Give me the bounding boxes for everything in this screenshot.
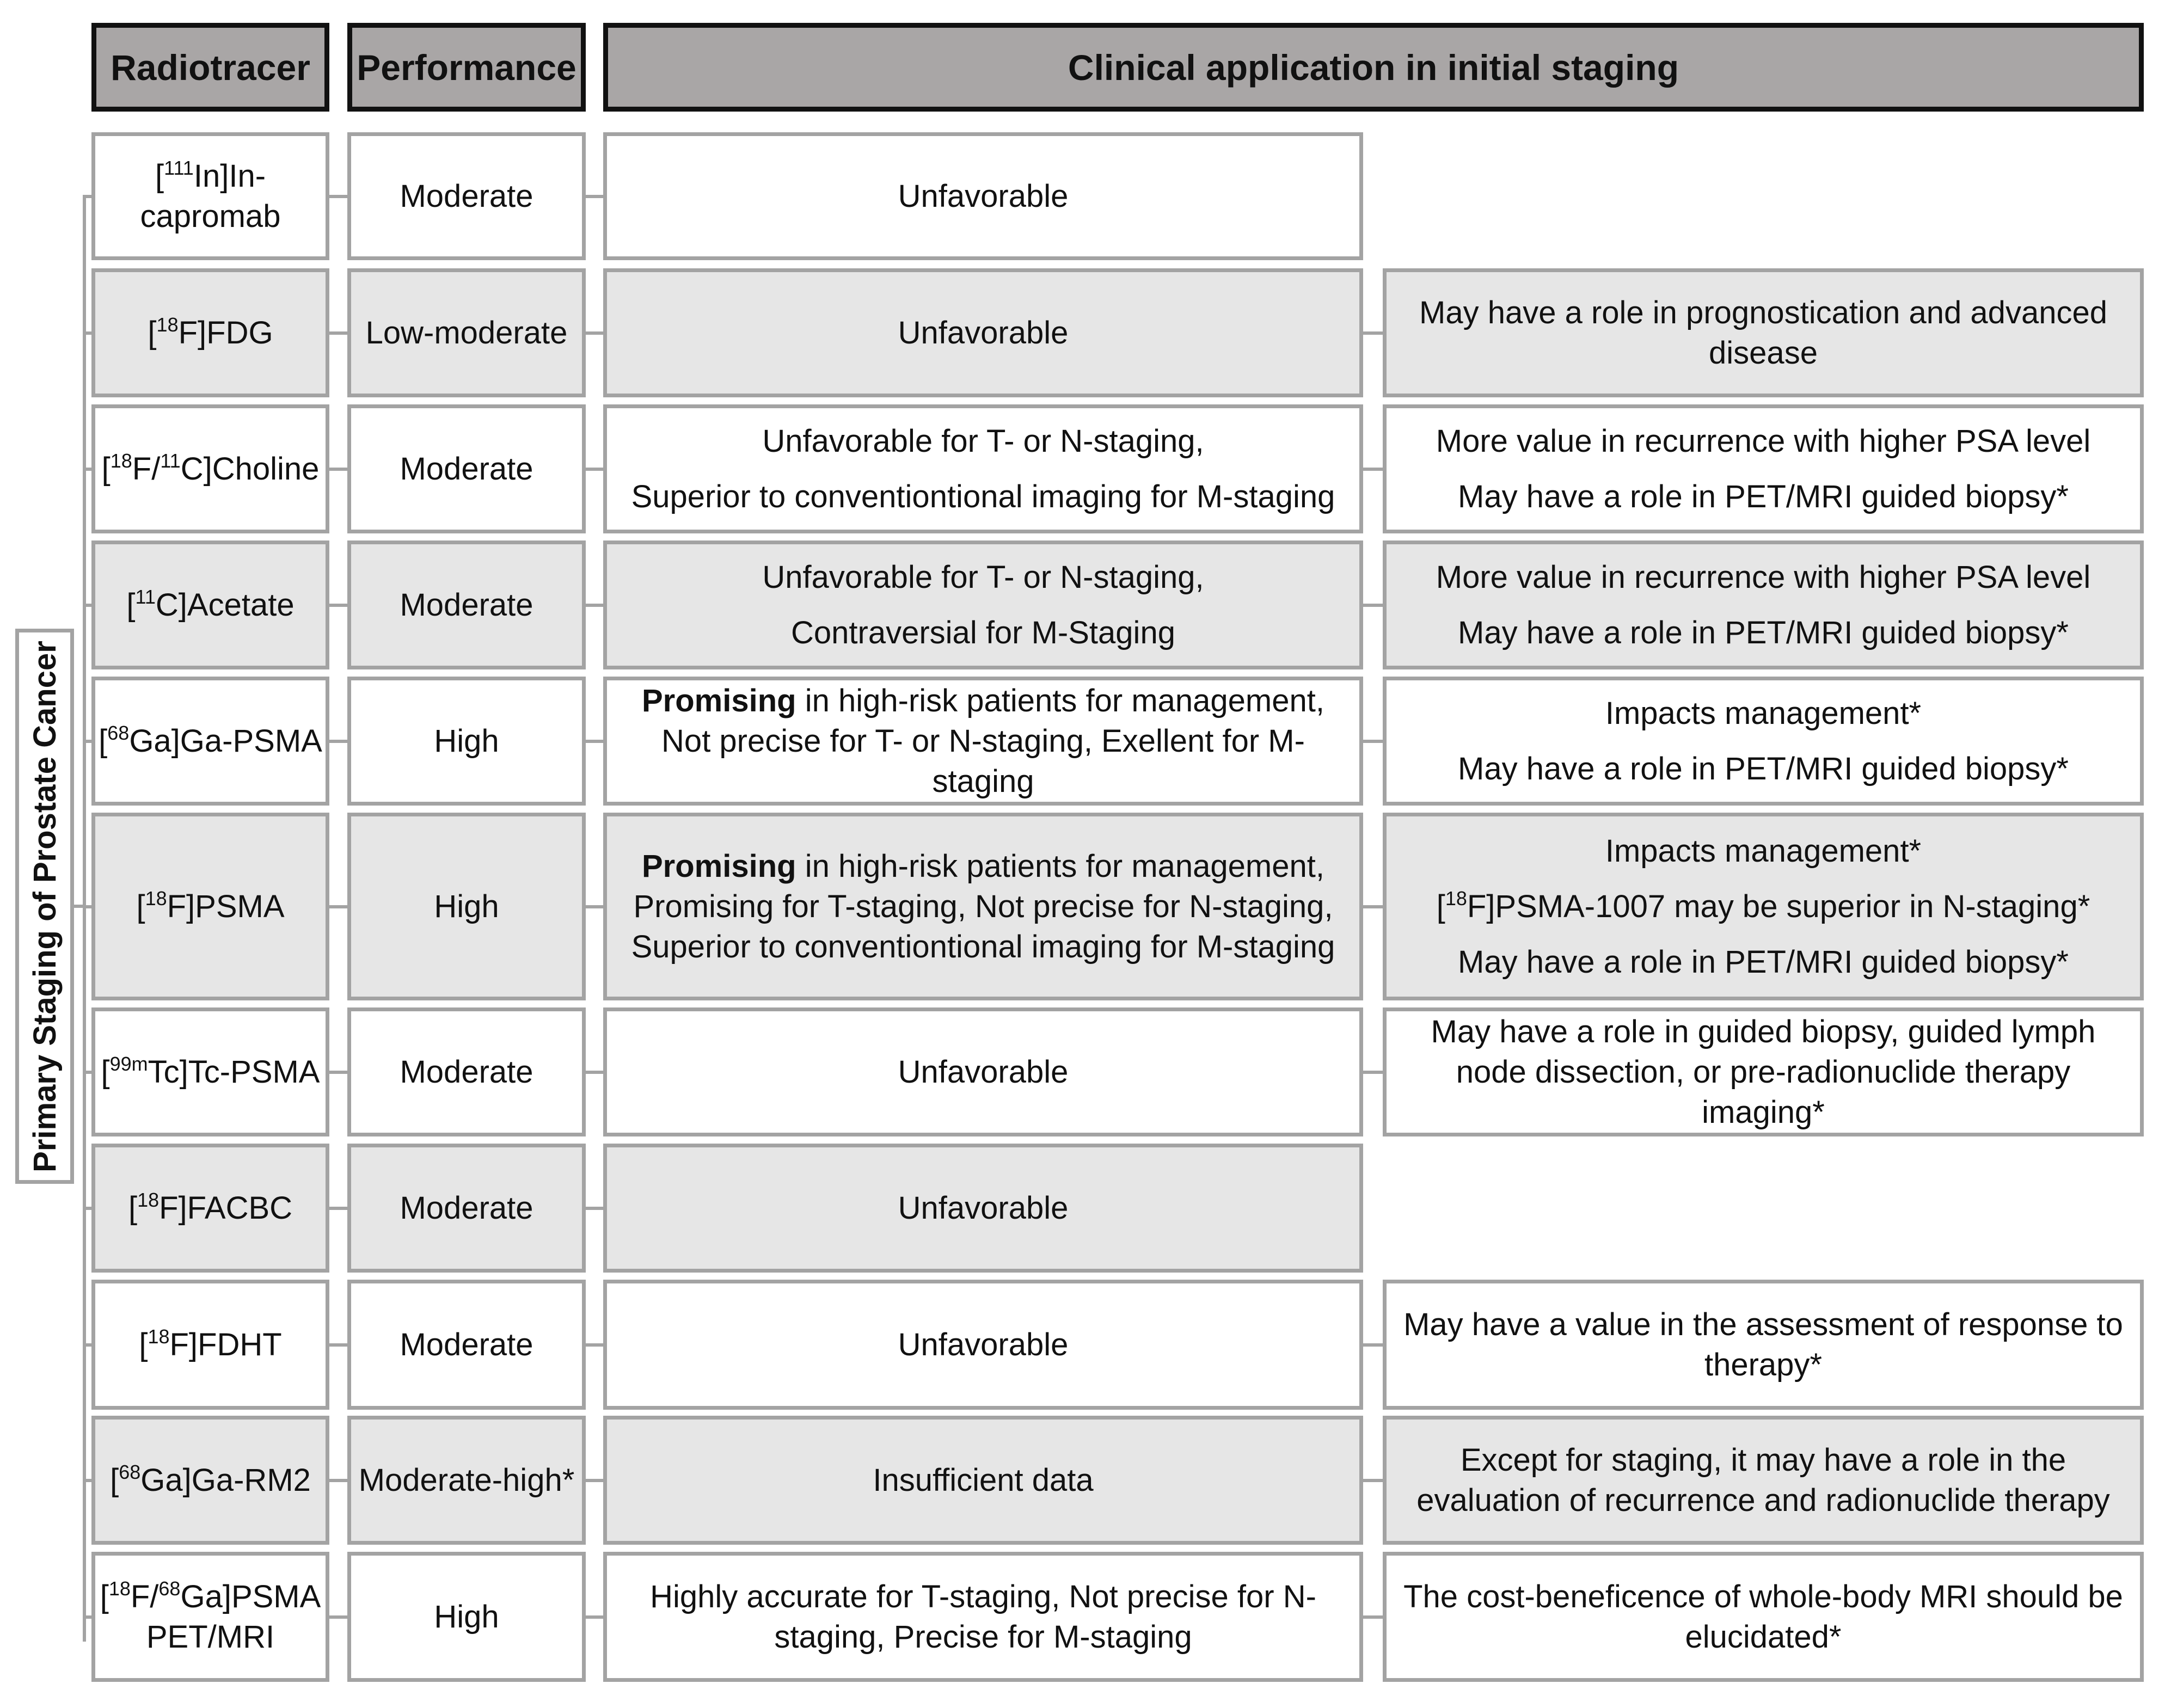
staging-cell bbox=[603, 677, 1363, 806]
tracer-cell bbox=[91, 132, 329, 260]
performance-value: Moderate bbox=[400, 587, 533, 623]
tracer-prefix: [ bbox=[136, 888, 145, 924]
bracket-vertical-line bbox=[83, 196, 86, 1642]
other-application-line: Impacts management* bbox=[1605, 833, 1922, 869]
tracer-name bbox=[101, 1052, 320, 1092]
connector-line bbox=[329, 468, 347, 471]
staging-line: staging bbox=[932, 763, 1034, 799]
tracer-name bbox=[100, 1577, 321, 1617]
other-application-line: imaging* bbox=[1702, 1094, 1825, 1130]
connector-line bbox=[83, 1343, 91, 1347]
tracer-prefix: [ bbox=[139, 1326, 148, 1362]
tracer-prefix: [ bbox=[100, 1578, 109, 1614]
other-suffix: F]PSMA-1007 may be superior in N-staging* bbox=[1467, 888, 2090, 924]
staging-cell bbox=[603, 404, 1363, 533]
staging-line: Unfavorable bbox=[898, 1190, 1069, 1226]
connector-line bbox=[1363, 1615, 1383, 1619]
tracer-name bbox=[136, 887, 284, 927]
other-isotope-mass: 18 bbox=[1445, 887, 1467, 910]
connector-line bbox=[83, 331, 91, 335]
staging-line: Unfavorable bbox=[898, 315, 1069, 351]
staging-line: Unfavorable bbox=[898, 1326, 1069, 1362]
staging-line-rest: in high-risk patients for management, bbox=[796, 683, 1324, 718]
tracer-prefix: [ bbox=[101, 1054, 110, 1090]
other-prefix: [ bbox=[1436, 888, 1445, 924]
other-application-cell bbox=[1383, 1552, 2144, 1682]
connector-line bbox=[329, 1479, 347, 1482]
tracer-suffix: C]Choline bbox=[180, 451, 320, 487]
connector-line bbox=[329, 331, 347, 335]
staging-cell bbox=[603, 1007, 1363, 1136]
connector-line bbox=[329, 1343, 347, 1347]
performance-value: Moderate bbox=[400, 178, 533, 214]
connector-line bbox=[1363, 604, 1383, 607]
other-application-line: The cost-beneficence of whole-body MRI should be bbox=[1403, 1578, 2123, 1614]
connector-line bbox=[586, 905, 603, 908]
staging-cell bbox=[603, 268, 1363, 397]
tracer-isotope-mass: 18 bbox=[148, 1325, 170, 1348]
tracer-isotope-mass: 68 bbox=[107, 721, 130, 744]
tracer-name bbox=[99, 721, 322, 761]
performance-value: Moderate bbox=[400, 451, 533, 487]
other-application-cell bbox=[1383, 677, 2144, 806]
connector-line bbox=[1363, 331, 1383, 335]
other-application-cell bbox=[1383, 813, 2144, 1000]
other-application-cell bbox=[1383, 404, 2144, 533]
connector-line bbox=[83, 740, 91, 743]
other-application-line: disease bbox=[1709, 335, 1818, 371]
tracer-name bbox=[155, 156, 266, 196]
tracer-isotope-mass: 18 bbox=[145, 887, 167, 910]
connector-line bbox=[329, 1071, 347, 1074]
side-label-box bbox=[15, 629, 74, 1184]
tracer-suffix: C]Acetate bbox=[155, 587, 295, 623]
other-application-cell bbox=[1383, 1280, 2144, 1410]
other-application-line: May have a role in guided biopsy, guided lymph bbox=[1431, 1013, 2096, 1049]
tracer-suffix: In]In- bbox=[193, 158, 266, 194]
header-radiotracer-text: Radiotracer bbox=[111, 47, 310, 88]
header-clinical-application bbox=[603, 23, 2144, 112]
tracer-isotope-mass: 18 bbox=[137, 1188, 160, 1211]
performance-value: High bbox=[434, 888, 499, 924]
staging-line: Unfavorable for T- or N-staging, bbox=[762, 559, 1204, 595]
tracer-cell bbox=[91, 1144, 329, 1273]
tracer-mid: F/ bbox=[130, 1578, 159, 1614]
other-application-line: More value in recurrence with higher PSA level bbox=[1436, 423, 2091, 459]
connector-line bbox=[586, 331, 603, 335]
staging-line-rest: in high-risk patients for management, bbox=[796, 848, 1324, 884]
tracer-name bbox=[128, 1188, 292, 1228]
tracer-isotope-mass: 18 bbox=[156, 313, 179, 336]
connector-line bbox=[1363, 468, 1383, 471]
other-application-line: More value in recurrence with higher PSA level bbox=[1436, 559, 2091, 595]
tracer-prefix: [ bbox=[128, 1190, 138, 1226]
tracer-cell bbox=[91, 268, 329, 397]
staging-line: staging, Precise for M-staging bbox=[774, 1619, 1192, 1655]
connector-line bbox=[83, 1071, 91, 1074]
connector-line bbox=[1363, 1071, 1383, 1074]
tracer-isotope-mass: 18 bbox=[108, 1577, 131, 1600]
tracer-prefix: [ bbox=[101, 451, 111, 487]
connector-line bbox=[329, 195, 347, 198]
tracer-cell bbox=[91, 1280, 329, 1410]
connector-line bbox=[329, 604, 347, 607]
performance-cell bbox=[347, 813, 586, 1000]
other-application-line: May have a role in PET/MRI guided biopsy* bbox=[1458, 615, 2069, 650]
tracer-prefix: [ bbox=[155, 158, 164, 194]
connector-line bbox=[1363, 905, 1383, 908]
connector-line bbox=[329, 905, 347, 908]
connector-line bbox=[586, 468, 603, 471]
tracer-suffix: F]FDG bbox=[178, 315, 273, 351]
tracer-name bbox=[110, 1460, 311, 1501]
tracer-cell bbox=[91, 1552, 329, 1682]
connector-line bbox=[83, 195, 91, 198]
tracer-suffix: F]PSMA bbox=[167, 888, 285, 924]
other-application-line: May have a value in the assessment of response to bbox=[1403, 1306, 2123, 1342]
tracer-name bbox=[126, 585, 294, 625]
tracer-suffix: Tc]Tc-PSMA bbox=[148, 1054, 320, 1090]
staging-cell bbox=[603, 1144, 1363, 1273]
tracer-isotope-mass-2: 68 bbox=[158, 1577, 181, 1600]
connector-line bbox=[586, 604, 603, 607]
performance-cell bbox=[347, 677, 586, 806]
other-application-line: May have a role in prognostication and advanced bbox=[1419, 294, 2107, 330]
connector-line bbox=[329, 1615, 347, 1619]
tracer-name-line2: capromab bbox=[140, 198, 281, 234]
staging-line: Superior to conventiontional imaging for M-staging bbox=[631, 929, 1335, 964]
tracer-suffix: Ga]Ga-RM2 bbox=[140, 1462, 311, 1498]
staging-cell bbox=[603, 1416, 1363, 1545]
other-application-line: therapy* bbox=[1704, 1347, 1823, 1383]
performance-cell bbox=[347, 132, 586, 260]
staging-line: Not precise for T- or N-staging, Exellent for M- bbox=[661, 723, 1305, 759]
tracer-isotope-mass: 18 bbox=[110, 449, 132, 472]
tracer-cell bbox=[91, 677, 329, 806]
header-clinical-application-text: Clinical application in initial staging bbox=[1068, 47, 1679, 88]
performance-value: Moderate bbox=[400, 1190, 533, 1226]
connector-line bbox=[83, 1615, 91, 1619]
connector-line bbox=[83, 604, 91, 607]
performance-value: Low-moderate bbox=[365, 315, 568, 351]
other-application-line: Impacts management* bbox=[1605, 695, 1922, 731]
connector-line bbox=[586, 195, 603, 198]
tracer-isotope-mass: 11 bbox=[135, 585, 156, 608]
connector-line bbox=[83, 468, 91, 471]
tracer-mid: F/ bbox=[132, 451, 161, 487]
performance-value: Moderate bbox=[400, 1054, 533, 1090]
connector-line bbox=[329, 740, 347, 743]
staging-line bbox=[642, 846, 1324, 887]
tracer-name bbox=[102, 449, 320, 489]
staging-line: Promising for T-staging, Not precise for N-staging, bbox=[633, 888, 1333, 924]
connector-line bbox=[586, 1615, 603, 1619]
other-application-line: evaluation of recurrence and radionuclide therapy bbox=[1416, 1482, 2110, 1518]
connector-line bbox=[586, 1479, 603, 1482]
tracer-suffix: Ga]PSMA bbox=[180, 1578, 321, 1614]
performance-value: High bbox=[434, 1599, 499, 1635]
other-application-cell bbox=[1383, 540, 2144, 669]
other-application-line: May have a role in PET/MRI guided biopsy* bbox=[1458, 944, 2069, 980]
tracer-prefix: [ bbox=[99, 723, 108, 759]
tracer-name-line2: PET/MRI bbox=[146, 1619, 275, 1655]
performance-cell bbox=[347, 1280, 586, 1410]
connector-line bbox=[1363, 1343, 1383, 1347]
connector-line bbox=[586, 1071, 603, 1074]
tracer-cell bbox=[91, 1416, 329, 1545]
other-application-cell bbox=[1383, 1007, 2144, 1136]
staging-line: Unfavorable for T- or N-staging, bbox=[762, 423, 1204, 459]
other-application-line: May have a role in PET/MRI guided biopsy* bbox=[1458, 751, 2069, 787]
tracer-name bbox=[148, 313, 273, 353]
side-label-text: Primary Staging of Prostate Cancer bbox=[27, 640, 63, 1172]
other-application-cell bbox=[1383, 268, 2144, 397]
staging-line: Unfavorable bbox=[898, 178, 1069, 214]
performance-cell bbox=[347, 1416, 586, 1545]
staging-cell bbox=[603, 540, 1363, 669]
connector-line bbox=[1363, 1479, 1383, 1482]
staging-bold-term: Promising bbox=[642, 848, 796, 884]
staging-line: Unfavorable bbox=[898, 1054, 1069, 1090]
connector-line bbox=[586, 1343, 603, 1347]
performance-cell bbox=[347, 404, 586, 533]
performance-value: High bbox=[434, 723, 499, 759]
tracer-suffix: F]FACBC bbox=[159, 1190, 293, 1226]
header-radiotracer bbox=[91, 23, 329, 112]
performance-cell bbox=[347, 1007, 586, 1136]
tracer-cell bbox=[91, 1007, 329, 1136]
connector-line bbox=[83, 1479, 91, 1482]
connector-line bbox=[83, 1207, 91, 1210]
staging-cell bbox=[603, 132, 1363, 260]
connector-line bbox=[83, 905, 91, 908]
tracer-cell bbox=[91, 540, 329, 669]
other-application-line: May have a role in PET/MRI guided biopsy* bbox=[1458, 478, 2069, 514]
tracer-isotope-mass: 99m bbox=[109, 1052, 148, 1075]
tracer-isotope-mass: 68 bbox=[119, 1460, 141, 1483]
performance-cell bbox=[347, 268, 586, 397]
tracer-prefix: [ bbox=[126, 587, 136, 623]
staging-cell bbox=[603, 1280, 1363, 1410]
other-application-cell bbox=[1383, 1416, 2144, 1545]
staging-line: Contraversial for M-Staging bbox=[791, 615, 1175, 650]
staging-cell bbox=[603, 813, 1363, 1000]
other-application-line: node dissection, or pre-radionuclide therapy bbox=[1456, 1054, 2071, 1090]
staging-bold-term: Promising bbox=[642, 683, 796, 718]
header-performance-text: Performance bbox=[357, 47, 576, 88]
connector-line bbox=[586, 740, 603, 743]
tracer-isotope-mass: 111 bbox=[164, 156, 194, 179]
performance-cell bbox=[347, 1552, 586, 1682]
performance-cell bbox=[347, 540, 586, 669]
connector-line bbox=[586, 1207, 603, 1210]
tracer-suffix: Ga]Ga-PSMA bbox=[129, 723, 322, 759]
staging-line bbox=[642, 681, 1324, 721]
performance-value: Moderate bbox=[400, 1326, 533, 1362]
tracer-suffix: F]FDHT bbox=[169, 1326, 282, 1362]
tracer-cell bbox=[91, 813, 329, 1000]
tracer-prefix: [ bbox=[148, 315, 157, 351]
staging-line: Highly accurate for T-staging, Not precise for N- bbox=[650, 1578, 1316, 1614]
performance-cell bbox=[347, 1144, 586, 1273]
connector-line bbox=[329, 1207, 347, 1210]
tracer-isotope-mass-2: 11 bbox=[160, 449, 181, 472]
other-application-line: Except for staging, it may have a role in the bbox=[1460, 1442, 2066, 1478]
connector-line bbox=[1363, 740, 1383, 743]
other-application-line: elucidated* bbox=[1685, 1619, 1842, 1655]
staging-line: Superior to conventiontional imaging for M-staging bbox=[631, 478, 1335, 514]
performance-value: Moderate-high* bbox=[358, 1462, 575, 1498]
staging-cell bbox=[603, 1552, 1363, 1682]
tracer-name bbox=[139, 1325, 281, 1365]
staging-line: Insufficient data bbox=[873, 1462, 1094, 1498]
other-application-line bbox=[1437, 887, 2090, 927]
tracer-cell bbox=[91, 404, 329, 533]
header-performance bbox=[347, 23, 586, 112]
tracer-prefix: [ bbox=[110, 1462, 119, 1498]
